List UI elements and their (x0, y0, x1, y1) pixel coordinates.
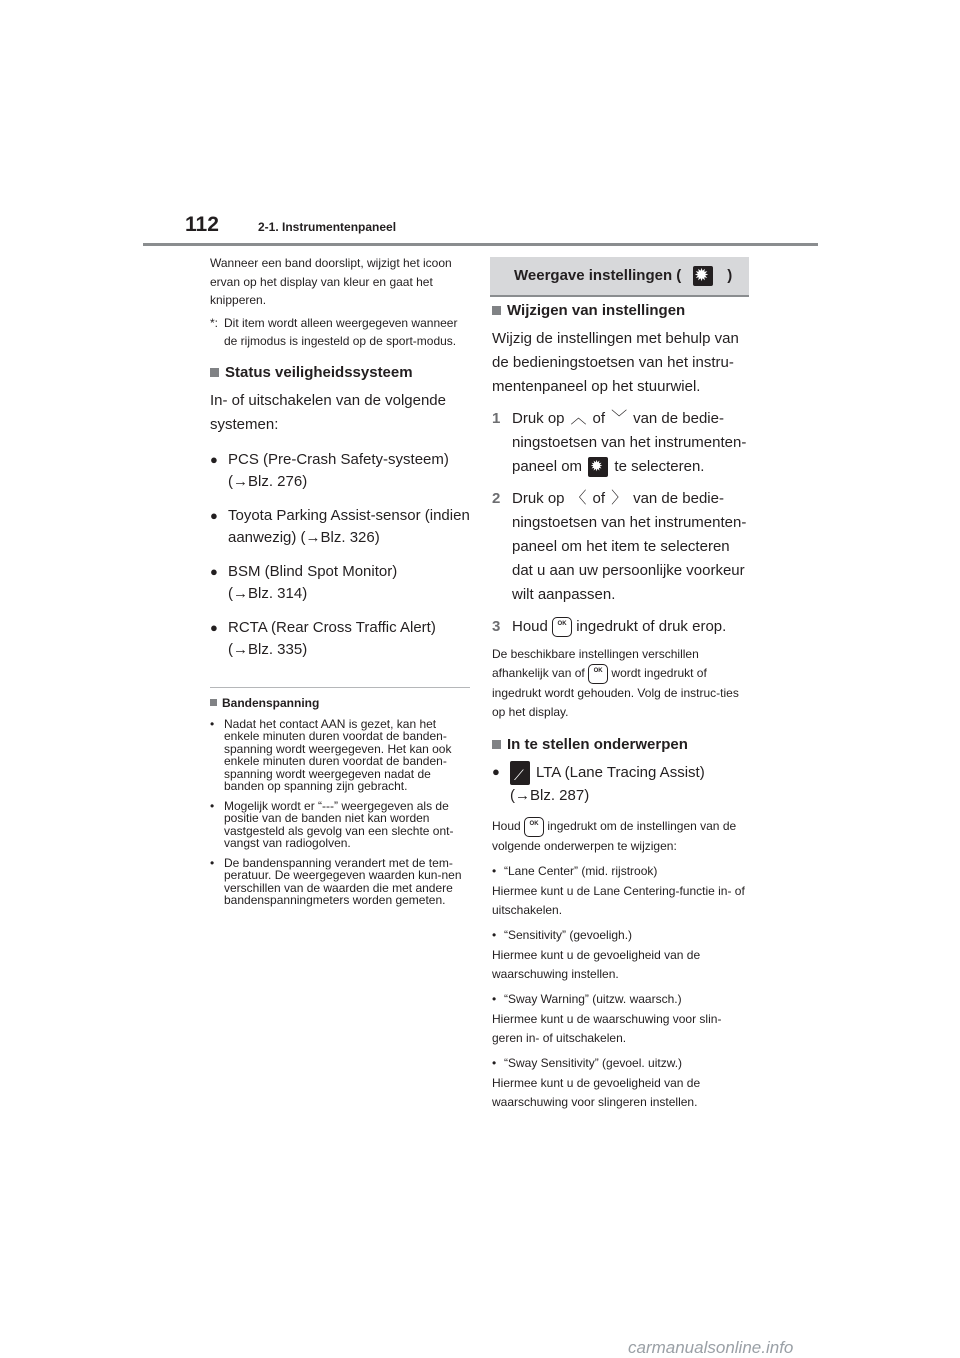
step-2: 2 Druk op 〈 of 〉 van de bedie-ningstoetsen van het instrumenten-paneel om het item te selecteren dat u aan uw persoonlijke voorkeur wilt aanpassen. (492, 487, 752, 607)
step-1: 1 Druk op ︿ of ﹀ van de bedie-ningstoetsen van het instrumenten-paneel om ✹ te selecteren. (492, 407, 752, 479)
status-heading-text: Status veiligheidssysteem (225, 363, 413, 381)
bullet-text: Toyota Parking Assist-sensor (indien aanwezig) (→Blz. 326) (228, 506, 470, 546)
list-item (210, 505, 470, 549)
change-text: Wijzig de instellingen met behulp van de bedieningstoetsen van het instru-mentenpaneel op het stuurwiel. (492, 330, 739, 395)
list-item: • “Lane Center” (mid. rijstrook) (492, 864, 658, 878)
chevron-left-icon: 〈 (570, 490, 587, 507)
bullet-text: PCS (Pre-Crash Safety-systeem) (228, 450, 449, 468)
pressure-heading-text: Bandenspanning (222, 695, 320, 710)
square-icon (210, 368, 219, 377)
status-heading (210, 364, 470, 381)
list-item: • Nadat het contact AAN is gezet, kan het enkele minuten duren voordat de banden-spanning wordt weergegeven. Het kan ook enkele minuten duren voordat de banden-spanning wordt weergegeven nadat de banden op spanning zijn gebracht. (210, 716, 452, 793)
gear-icon (588, 457, 608, 477)
ok-button-icon: OK (552, 617, 572, 637)
right-column (492, 300, 752, 1112)
list-item (210, 561, 470, 605)
chevron-up-icon: ︿ (570, 410, 587, 427)
lane-tracing-icon (510, 761, 530, 785)
list-item: • “Sensitivity” (gevoeligh.) (492, 928, 633, 942)
item-description: Hiermee kunt u de Lane Centering-functie in- of uitschakelen. (492, 884, 745, 917)
item-description: Hiermee kunt u de waarschuwing voor slin-geren in- of uitschakelen. (492, 1012, 722, 1045)
left-column (210, 254, 470, 914)
bullet-icon: ● (210, 451, 218, 467)
page-number: 112 (185, 213, 219, 236)
bullet-icon: ● (210, 619, 218, 635)
page-reference[interactable]: (→Blz. 276) (228, 472, 308, 490)
step-3: 3 Houd OK ingedrukt of druk erop. (492, 615, 752, 639)
banner-text: Weergave instellingen ( (514, 266, 682, 284)
ok-button-icon: OK (588, 664, 608, 684)
status-text: In- of uitschakelen van de volgende systemen: (210, 391, 446, 433)
page-reference[interactable]: (→Blz. 335) (228, 640, 308, 658)
square-icon (210, 699, 217, 706)
change-heading (492, 302, 752, 319)
footnote-text: Dit item wordt alleen weergegeven wanneer de rijmodus is ingesteld op de sport-modus. (224, 315, 458, 348)
settings-banner: Weergave instellingen (✹ ) (490, 257, 749, 297)
note-text: De beschikbare instellingen verschillen afhankelijk van of OK wordt ingedrukt of ingedrukt wordt gehouden. Volg de instruc-ties op het display. (492, 647, 739, 719)
list-item (210, 617, 470, 661)
ok-button-icon: OK (524, 817, 544, 837)
section-title: 2-1. Instrumentenpaneel (258, 220, 397, 234)
intro-text: Wanneer een band doorslipt, wijzigt het icoon ervan op het display van kleur en gaat het knipperen. (210, 256, 452, 307)
page-reference[interactable]: (→Blz. 287) (510, 787, 590, 804)
list-item: • “Sway Sensitivity” (gevoel. uitzw.) (492, 1056, 683, 1070)
bullet-icon: ● (210, 507, 218, 523)
pressure-heading (210, 696, 470, 710)
item-description: Hiermee kunt u de gevoeligheid van de waarschuwing instellen. (492, 948, 701, 981)
bullet-icon: ● (492, 764, 500, 779)
change-heading-text: Wijzigen van instellingen (507, 302, 686, 319)
hold-text: Houd OK ingedrukt om de instellingen van de volgende onderwerpen te wijzigen: (492, 817, 752, 856)
footnote-mark: *: (210, 315, 219, 330)
header-rule (143, 243, 818, 246)
bullet-text: RCTA (Rear Cross Traffic Alert) (228, 618, 436, 636)
footnote (210, 314, 470, 350)
list-item: ● ⟋ LTA (Lane Tracing Assist) (→Blz. 287) (492, 761, 752, 807)
divider (210, 687, 470, 688)
list-item: • Mogelijk wordt er “---” weergegeven als de positie van de banden niet kan worden vastgesteld als gevolg van een slechte ont-vangst van radiogolven. (210, 798, 454, 850)
square-icon (492, 740, 501, 749)
chevron-down-icon: ﹀ (611, 410, 628, 427)
items-heading (492, 736, 752, 753)
square-icon (492, 306, 501, 315)
watermark[interactable]: carmanualsonline.info (628, 1338, 794, 1357)
item-description: Hiermee kunt u de gevoeligheid van de waarschuwing voor slingeren instellen. (492, 1076, 701, 1109)
items-heading-text: In te stellen onderwerpen (507, 736, 688, 753)
list-item: • “Sway Warning” (uitzw. waarsch.) (492, 992, 682, 1006)
page-reference[interactable]: (→Blz. 314) (228, 584, 308, 602)
bullet-icon: ● (210, 563, 218, 579)
chevron-right-icon: 〉 (611, 490, 628, 507)
bullet-text: BSM (Blind Spot Monitor) (228, 562, 398, 580)
list-item: • De bandenspanning verandert met de tem-peratuur. De weergegeven waarden kun-nen verschillen van de waarden die met andere bandenspanningmeters worden gemeten. (210, 855, 462, 907)
list-item (210, 449, 470, 493)
gear-icon (693, 266, 713, 286)
